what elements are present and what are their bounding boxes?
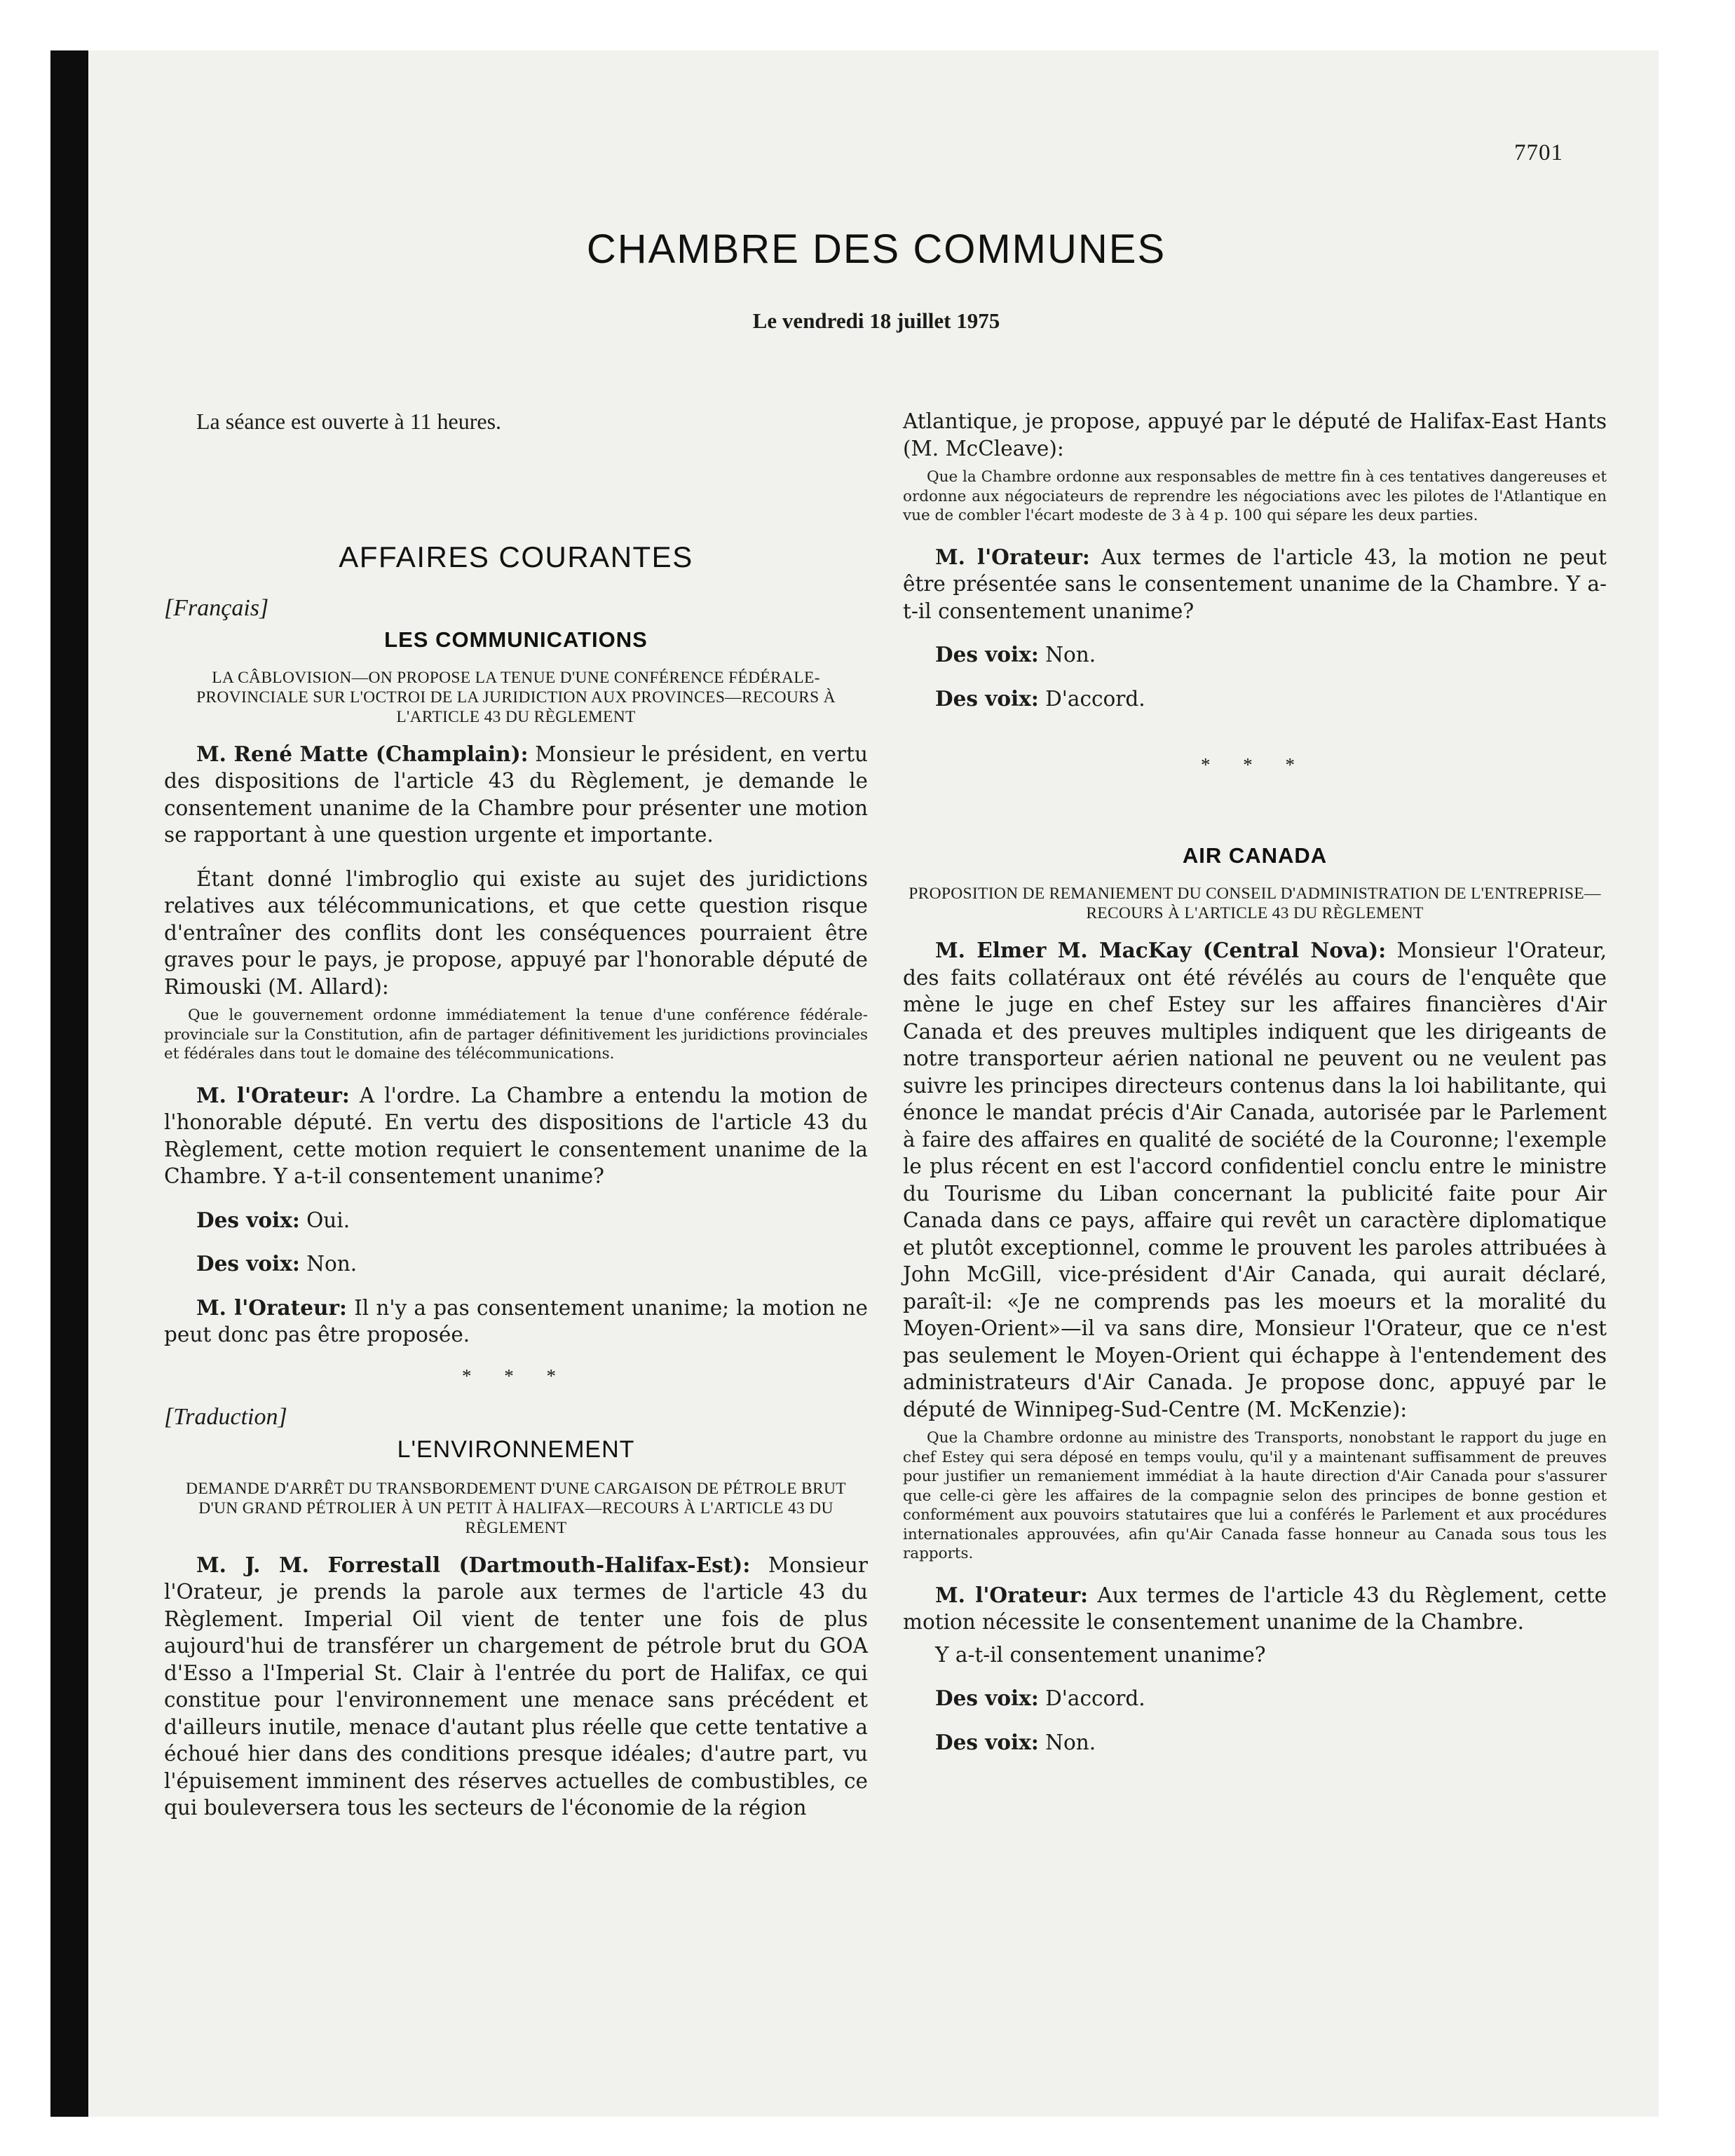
speaker-name: M. l'Orateur:	[196, 1295, 347, 1320]
speaker-name: Des voix:	[935, 1729, 1039, 1754]
speech-text: Oui.	[306, 1208, 351, 1232]
speech-text: A l'ordre. La Chambre a entendu la motion de l'honorable député. En vertu des dispositions de l'article 43 du Règlement, cette motion requiert le consentement unanime de la Chambre. Y a-t-il consentement unanime?	[164, 1083, 868, 1188]
speech-text: D'accord.	[1045, 1686, 1145, 1710]
speech-paragraph: Y a-t-il consentement unanime?	[935, 1642, 1266, 1667]
speaker-name: M. l'Orateur:	[935, 1582, 1089, 1607]
speech-text: Il n'y a pas consentement unanime; la motion ne peut donc pas être proposée.	[164, 1295, 868, 1346]
speaker-name: Des voix:	[935, 642, 1039, 667]
speaker-name: M. Elmer M. MacKay (Central Nova):	[935, 938, 1387, 962]
speech-text: Non.	[1045, 643, 1096, 667]
left-column	[164, 408, 868, 1838]
speech-text: Monsieur l'Orateur, des faits collatéraux ont été révélés au cours de l'enquête que mène le juge en chef Estey sur les affaires financières d'Air Canada et des preuves multiples indiquent que les dirigeants de notre transporteur aérien national ne peuvent ou ne veulent pas suivre les principes directeurs contenus dans la loi habilitante, qui énonce le mandat précis d'Air Canada, autorisée par le Parlement à faire des affaires en qualité de société de la Couronne; l'exemple le plus récent en est l'accord confidentiel conclu entre le ministre du Tourisme du Liban concernant la publicité faite pour Air Canada dans ce pays, affaire qui revêt un caractère diplomatique et plutôt exceptionnel, comme le prouvent les paroles attribuées à John McGill, vice-président d'Air Canada, qui aurait déclaré, paraît-il: «Je ne comprends pas les moeurs et la moralité du Moyen-Orient»—il va sans dire, Monsieur l'Orateur, que ce n'est pas seulement le Moyen-Orient qui échappe à l'entendement des administrateurs d'Air Canada. Je propose donc, appuyé par le député de Winnipeg-Sud-Centre (M. McKenzie):	[903, 939, 1607, 1421]
speech-paragraph	[903, 937, 1607, 1423]
topic-heading: L'ENVIRONNEMENT	[397, 1435, 635, 1463]
language-note: [Traduction]	[164, 1403, 287, 1430]
voices-line	[903, 685, 1607, 713]
speech-paragraph	[903, 544, 1607, 625]
voices-line	[903, 1685, 1607, 1712]
topic-heading: AIR CANADA	[1182, 843, 1328, 868]
motion-text: Que la Chambre ordonne aux responsables de mettre fin à ces tentatives dangereuses et ordonne aux négociateurs de reprendre les négociations avec les pilotes de l'Atlantique en vue de combler l'écart modeste de 3 à 4 p. 100 qui sépare les deux parties.	[903, 468, 1607, 524]
speech-text: Non.	[306, 1252, 358, 1276]
speaker-name: Des voix:	[196, 1251, 300, 1276]
speech-text: Aux termes de l'article 43, la motion ne peut être présentée sans le consentement unanime de la Chambre. Y a-t-il consentement unanime?	[903, 545, 1607, 623]
speech-text: Non.	[1045, 1730, 1096, 1754]
speaker-name: Des voix:	[935, 1686, 1039, 1710]
opening-line: La séance est ouverte à 11 heures.	[196, 409, 502, 434]
scan-edge-bar	[50, 50, 88, 2117]
speaker-name: M. René Matte (Champlain):	[196, 741, 529, 766]
subtopic-heading: DEMANDE D'ARRÊT DU TRANSBORDEMENT D'UNE CARGAISON DE PÉTROLE BRUT D'UN GRAND PÉTROLIER À UN PETIT À HALIFAX—RECOURS À L'ARTICLE 43 DU RÈGLEMENT	[186, 1479, 846, 1537]
speech-text: Monsieur le président, en vertu des dispositions de l'article 43 du Règlement, je demande le consentement unanime de la Chambre pour présenter une motion se rapportant à une question urgente et importante.	[164, 742, 868, 847]
speech-paragraph	[164, 741, 868, 849]
subtopic-heading: PROPOSITION DE REMANIEMENT DU CONSEIL D'ADMINISTRATION DE L'ENTREPRISE—RECOURS À L'ARTICLE 43 DU RÈGLEMENT	[909, 885, 1601, 922]
voices-line	[164, 1250, 868, 1278]
speaker-name: M. J. M. Forrestall (Dartmouth-Halifax-Est):	[196, 1552, 751, 1577]
sitting-date: Le vendredi 18 juillet 1975	[752, 308, 1000, 333]
voices-line	[903, 1729, 1607, 1756]
section-separator: * * *	[1201, 754, 1309, 775]
speaker-name: M. l'Orateur:	[196, 1082, 350, 1107]
speech-text: D'accord.	[1045, 686, 1145, 711]
speech-paragraph: Étant donné l'imbroglio qui existe au sujet des juridictions relatives aux télécommunications, et que cette question risque d'entraîner des conflits dont les conséquences pourraient être graves pour le pays, je propose, appuyé par l'honorable député de Rimouski (M. Allard):	[164, 866, 868, 999]
speech-text: Monsieur l'Orateur, je prends la parole aux termes de l'article 43 du Règlement. Imperial Oil vient de tenter une fois de plus aujourd'hui de transférer un chargement de pétrole brut du GOA d'Esso a l'Imperial St. Clair à l'entrée du port de Halifax, ce qui constitue pour l'environnement une menace sans précédent et d'ailleurs inutile, menace d'autant plus réelle que cette tentative a échoué hier dans des conditions presque idéales; d'autre part, vu l'épuisement imminent des réserves actuelles de combustibles, ce qui bouleversera tous les secteurs de l'économie de la région	[164, 1553, 868, 1820]
section-title: AFFAIRES COURANTES	[339, 540, 693, 573]
page-title: CHAMBRE DES COMMUNES	[586, 226, 1166, 272]
motion-text: Que le gouvernement ordonne immédiatement la tenue d'une conférence fédérale-provinciale sur la Constitution, afin de partager définitivement les juridictions provinciales et fédérales dans tout le domaine des télécommunications.	[164, 1007, 868, 1063]
page-number: 7701	[1514, 140, 1563, 165]
voices-line	[164, 1207, 868, 1234]
topic-heading: LES COMMUNICATIONS	[384, 627, 648, 652]
speaker-name: Des voix:	[935, 685, 1039, 711]
subtopic-heading: LA CÂBLOVISION—ON PROPOSE LA TENUE D'UNE CONFÉRENCE FÉDÉRALE-PROVINCIALE SUR L'OCTROI DE LA JURIDICTION AUX PROVINCES—RECOURS À L'ARTICLE 43 DU RÈGLEMENT	[196, 668, 836, 726]
right-column	[903, 408, 1607, 1773]
speech-paragraph	[903, 1582, 1607, 1636]
voices-line	[903, 641, 1607, 669]
section-separator: * * *	[462, 1365, 570, 1386]
language-note: [Français]	[164, 594, 269, 621]
speech-paragraph	[164, 1552, 868, 1822]
motion-text: Que la Chambre ordonne au ministre des Transports, nonobstant le rapport du juge en chef Estey qui sera déposé en temps voulu, qu'il y a maintenant suffisamment de preuves pour justifier un remaniement immédiat à la haute direction d'Air Canada pour s'assurer que celle-ci gère les affaires de la compagnie selon des principes de bonne gestion et conformément aux pouvoirs statutaires que lui a conférés le Parlement et aux procédures internationales approuvées, afin qu'Air Canada fasse honneur au Canada sous tous les rapports.	[903, 1429, 1607, 1562]
speech-paragraph: Atlantique, je propose, appuyé par le député de Halifax-East Hants (M. McCleave):	[903, 409, 1607, 460]
speech-paragraph	[164, 1295, 868, 1349]
speech-paragraph	[164, 1082, 868, 1190]
speaker-name: M. l'Orateur:	[935, 544, 1090, 569]
speaker-name: Des voix:	[196, 1207, 300, 1232]
speech-text: Aux termes de l'article 43 du Règlement, cette motion nécessite le consentement unanime de la Chambre.	[903, 1583, 1607, 1634]
